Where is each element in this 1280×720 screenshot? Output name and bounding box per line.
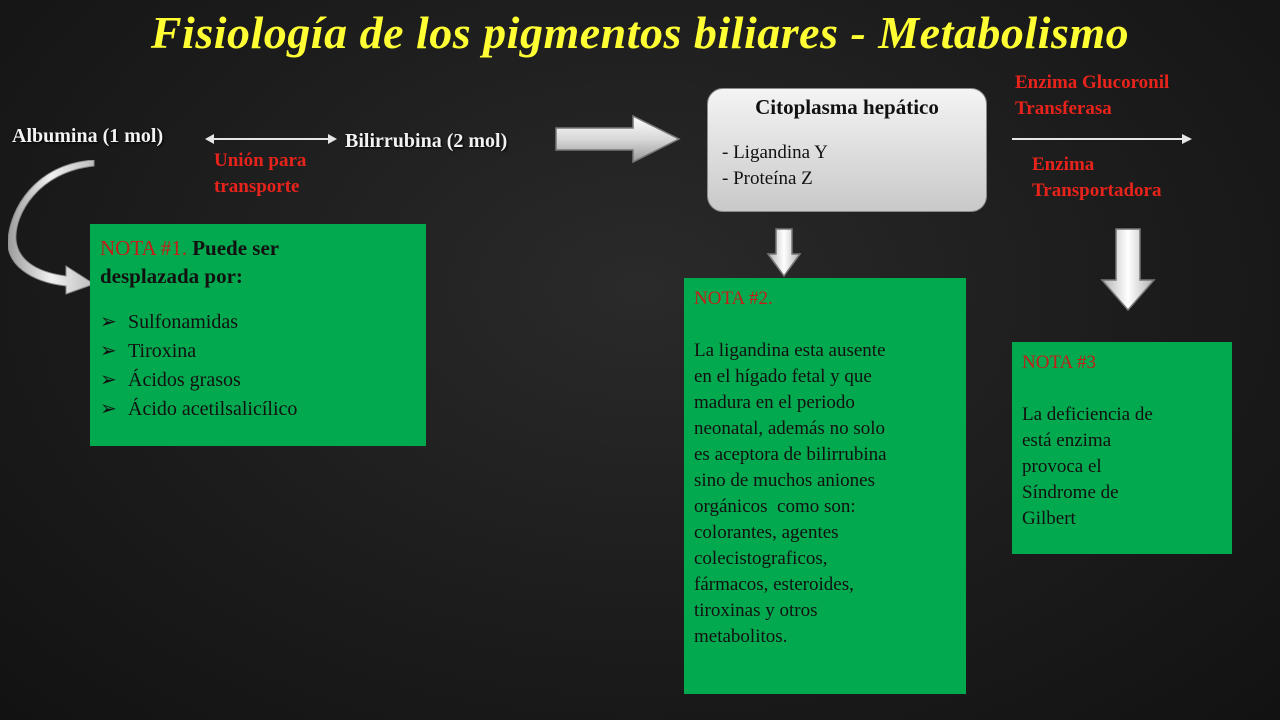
nota-2-line: madura en el periodo	[694, 392, 855, 413]
curved-arrow-icon	[8, 160, 100, 296]
nota-1-label: NOTA #1.	[100, 236, 187, 260]
enzima-gluco-line-1: Enzima Glucoronil	[1015, 72, 1170, 93]
nota-2-line: en el hígado fetal y que	[694, 366, 872, 387]
arrow-bullet-icon: ➢	[100, 340, 117, 362]
thin-right-arrow-icon	[1012, 132, 1192, 146]
nota-2-line: fármacos, esteroides,	[694, 574, 854, 595]
nota-2-box	[684, 278, 966, 694]
enzima-glucoronil-label	[1015, 70, 1169, 122]
nota-3-line: Síndrome de	[1022, 482, 1119, 503]
nota-3-line: está enzima	[1022, 430, 1112, 451]
enzima-transportadora-label	[1032, 152, 1161, 204]
nota-2-line: colecistograficos,	[694, 548, 828, 569]
nota-2-line: orgánicos como son:	[694, 496, 856, 517]
nota-3-line: provoca el	[1022, 456, 1102, 477]
enzima-trans-line-1: Enzima	[1032, 154, 1095, 175]
nota-3-line: Gilbert	[1022, 508, 1076, 529]
union-transporte-label	[214, 148, 306, 200]
arrow-bullet-icon: ➢	[100, 398, 117, 420]
albumina-label: Albumina (1 mol)	[12, 125, 164, 147]
nota-1-heading-rest: Puede ser	[186, 236, 280, 260]
list-item-text: Ácidos grasos	[128, 369, 241, 391]
list-item	[100, 395, 416, 424]
citoplasma-title: Citoplasma hepático	[755, 95, 939, 119]
list-item	[100, 308, 416, 337]
nota-1-list	[100, 308, 416, 424]
list-item-text: Ácido acetilsalicílico	[128, 398, 298, 420]
down-arrow-icon	[1100, 228, 1156, 312]
nota-2-line: La ligandina esta ausente	[694, 340, 886, 361]
nota-1-box	[90, 224, 426, 446]
nota-1-heading-line-2: desplazada por:	[100, 264, 243, 288]
nota-2-line: sino de muchos aniones	[694, 470, 876, 491]
arrow-bullet-icon: ➢	[100, 369, 117, 391]
nota-2-line: metabolitos.	[694, 626, 788, 647]
citoplasma-item: - Proteína Z	[722, 168, 813, 189]
nota-2-label: NOTA #2.	[694, 288, 773, 309]
citoplasma-box	[707, 88, 987, 212]
slide-title: Fisiología de los pigmentos biliares - Metabolismo	[150, 7, 1130, 58]
nota-2-line: es aceptora de bilirrubina	[694, 444, 887, 465]
right-block-arrow-icon	[553, 113, 683, 165]
bilirrubina-label: Bilirrubina (2 mol)	[345, 130, 508, 152]
nota-2-line: neonatal, además no solo	[694, 418, 886, 439]
arrow-bullet-icon: ➢	[100, 311, 117, 333]
citoplasma-item: - Ligandina Y	[722, 142, 828, 163]
double-arrow-icon	[205, 132, 337, 146]
enzima-gluco-line-2: Transferasa	[1015, 98, 1112, 119]
nota-3-box	[1012, 342, 1232, 554]
nota-3-line: La deficiencia de	[1022, 404, 1153, 425]
list-item-text: Sulfonamidas	[128, 311, 238, 333]
enzima-trans-line-2: Transportadora	[1032, 180, 1162, 201]
list-item	[100, 366, 416, 395]
nota-3-label: NOTA #3	[1022, 352, 1096, 373]
nota-1-heading	[100, 234, 416, 262]
nota-2-line: colorantes, agentes	[694, 522, 839, 543]
down-arrow-icon	[766, 228, 802, 278]
union-line-1: Unión para	[214, 150, 307, 171]
list-item-text: Tiroxina	[128, 340, 197, 362]
list-item	[100, 337, 416, 366]
union-line-2: transporte	[214, 176, 300, 197]
nota-2-line: tiroxinas y otros	[694, 600, 818, 621]
